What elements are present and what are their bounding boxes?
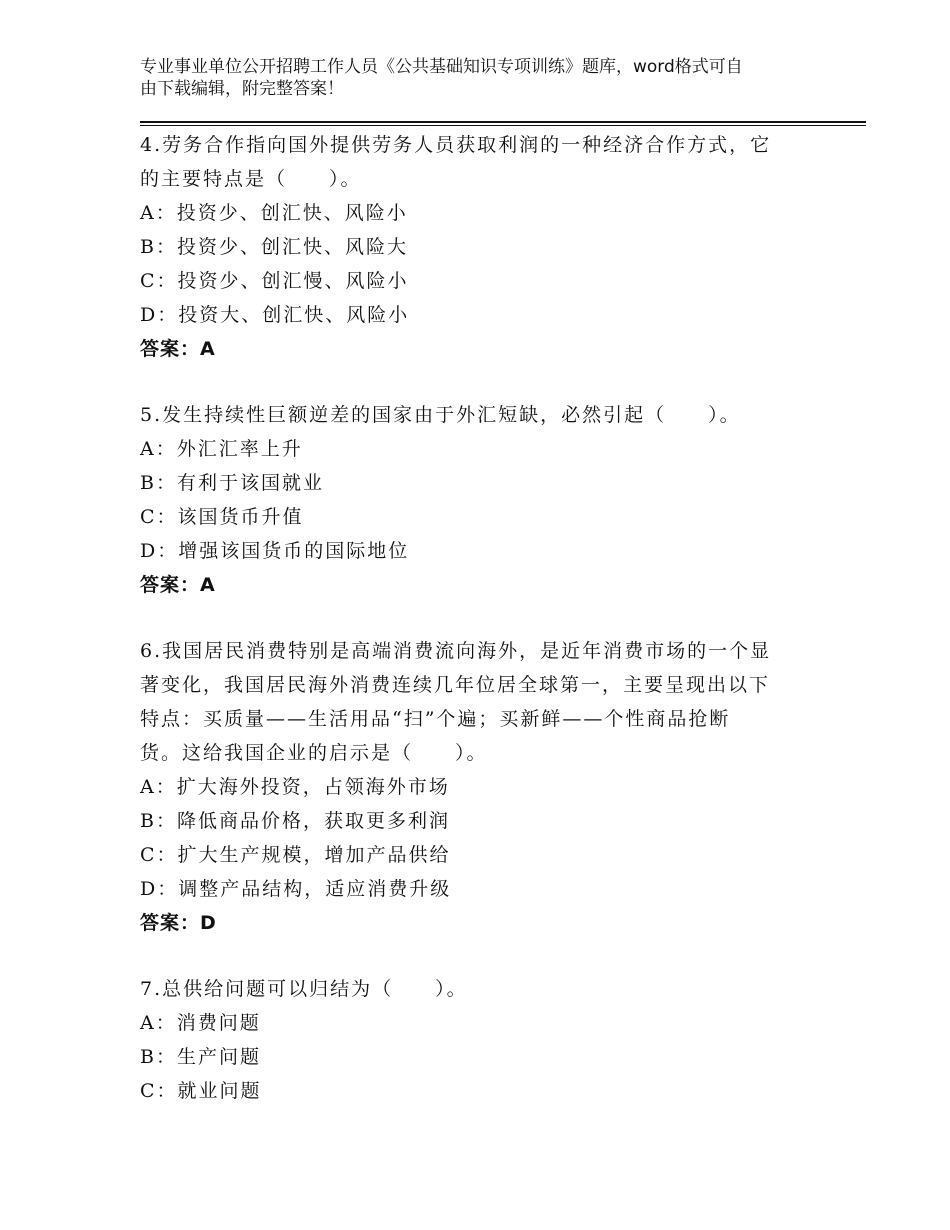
option-d: D：调整产品结构，适应消费升级: [140, 878, 452, 900]
question-text-line: 6.我国居民消费特别是高端消费流向海外，是近年消费市场的一个显: [140, 640, 772, 662]
question-text-line: 特点：买质量——生活用品“扫”个遍；买新鲜——个性商品抢断: [140, 708, 731, 730]
question-4: [140, 128, 800, 366]
question-7: [140, 972, 800, 1108]
question-text-line: 货。这给我国企业的启示是（ ）。: [140, 742, 488, 764]
question-text-line: 5.发生持续性巨额逆差的国家由于外汇短缺，必然引起（ ）。: [140, 404, 741, 426]
option-c: C：投资少、创汇慢、风险小: [140, 270, 409, 292]
question-5: [140, 398, 800, 602]
option-a: A：扩大海外投资，占领海外市场: [140, 776, 450, 798]
question-text-line: 著变化，我国居民海外消费连续几年位居全球第一，主要呈现出以下: [140, 674, 771, 696]
header-line-1: 专业事业单位公开招聘工作人员《公共基础知识专项训练》题库，word格式可自: [140, 57, 743, 77]
option-d: D：增强该国货币的国际地位: [140, 540, 410, 562]
option-c: C：该国货币升值: [140, 506, 304, 528]
answer: 答案：D: [140, 912, 217, 934]
question-list: [140, 128, 800, 1140]
option-c: C：就业问题: [140, 1080, 262, 1102]
option-a: A：消费问题: [140, 1012, 261, 1034]
header-divider-thin: [140, 125, 866, 126]
option-b: B：生产问题: [140, 1046, 261, 1068]
question-text-line: 的主要特点是（ ）。: [140, 168, 362, 190]
option-a: A：外汇汇率上升: [140, 438, 303, 460]
header-line-2: 由下载编辑，附完整答案！: [140, 79, 344, 99]
header-divider-thick: [140, 121, 866, 123]
answer: 答案：A: [140, 338, 216, 360]
option-b: B：有利于该国就业: [140, 472, 324, 494]
page-header: [140, 56, 840, 100]
option-b: B：投资少、创汇快、风险大: [140, 236, 408, 258]
question-text-line: 7.总供给问题可以归结为（ ）。: [140, 978, 468, 1000]
option-c: C：扩大生产规模，增加产品供给: [140, 844, 451, 866]
option-b: B：降低商品价格，获取更多利润: [140, 810, 450, 832]
question-6: [140, 634, 800, 940]
option-a: A：投资少、创汇快、风险小: [140, 202, 408, 224]
option-d: D：投资大、创汇快、风险小: [140, 304, 410, 326]
question-text-line: 4.劳务合作指向国外提供劳务人员获取利润的一种经济合作方式，它: [140, 134, 772, 156]
answer: 答案：A: [140, 574, 216, 596]
